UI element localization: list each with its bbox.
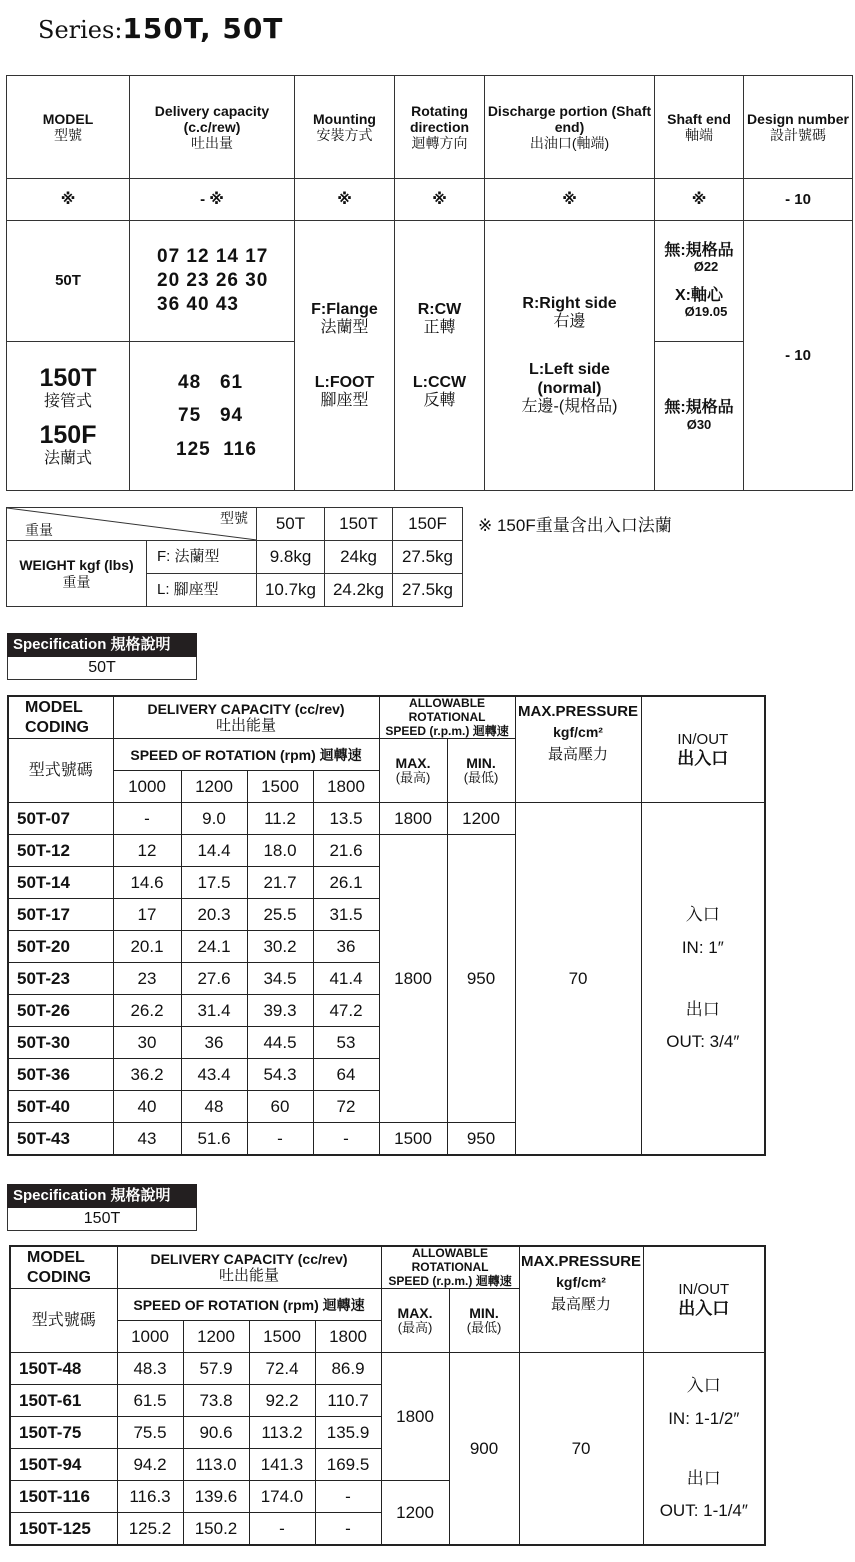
cell: 12 [113, 835, 181, 867]
weight-note: ※ 150F重量含出入口法蘭 [478, 516, 672, 535]
cell: 11.2 [247, 803, 313, 835]
speed-1000: 1000 [113, 771, 181, 803]
min-header: MIN. (最低) [449, 1289, 519, 1353]
cell: 113.0 [183, 1449, 249, 1481]
cell: 75.5 [117, 1417, 183, 1449]
weight-model-150t: 150T [325, 508, 393, 541]
code-symbol-row [7, 179, 853, 221]
weight-value: 9.8kg [257, 541, 325, 574]
speed-1200: 1200 [183, 1321, 249, 1353]
model-150: 150T 接管式 150F 法蘭式 [7, 342, 130, 491]
min-header: MIN. (最低) [447, 739, 515, 803]
cell: 141.3 [249, 1449, 315, 1481]
model-code: 150T-94 [10, 1449, 117, 1481]
weight-type-foot: L: 腳座型 [147, 574, 257, 607]
speed-1500: 1500 [249, 1321, 315, 1353]
cell: 40 [113, 1091, 181, 1123]
cell: 64 [313, 1059, 379, 1091]
header-design: Design number 設計號碼 [744, 76, 853, 179]
weight-row-label: WEIGHT kgf (lbs) 重量 [7, 541, 147, 607]
cell: 61.5 [117, 1385, 183, 1417]
weight-value: 27.5kg [393, 541, 463, 574]
pressure-header: MAX.PRESSURE kgf/cm² 最高壓力 [515, 696, 641, 803]
spec-label-model: 50T [7, 657, 197, 680]
cell: 30.2 [247, 931, 313, 963]
model-code: 50T-14 [8, 867, 113, 899]
max-speed: 1500 [379, 1123, 447, 1156]
speed-rotation-header: SPEED OF ROTATION (rpm) 迴轉速 [117, 1289, 381, 1321]
spec-table-150t [9, 1245, 766, 1546]
inout-values: 入口 IN: 1-1/2″ 出口 OUT: 1-1/4″ [643, 1353, 765, 1546]
cell: 94.2 [117, 1449, 183, 1481]
series-label: Series: [38, 16, 123, 44]
cell: 39.3 [247, 995, 313, 1027]
weight-value: 24kg [325, 541, 393, 574]
cell: 113.2 [249, 1417, 315, 1449]
cell: 14.6 [113, 867, 181, 899]
max-header: MAX. (最高) [381, 1289, 449, 1353]
ordering-code-table [6, 75, 853, 491]
cell: 26.1 [313, 867, 379, 899]
min-speed: 950 [447, 835, 515, 1123]
cell: 21.6 [313, 835, 379, 867]
weight-model-50t: 50T [257, 508, 325, 541]
corner-bottom-label: 重量 [25, 521, 53, 538]
symbol-model: ※ [7, 179, 130, 221]
cell: 20.1 [113, 931, 181, 963]
spec-head-row-1 [10, 1246, 765, 1289]
model-code: 150T-125 [10, 1513, 117, 1546]
series-value: 150T, 50T [122, 12, 284, 45]
weight-row-flange [7, 541, 463, 574]
cell: 92.2 [249, 1385, 315, 1417]
header-model: MODEL 型號 [7, 76, 130, 179]
cell: 139.6 [183, 1481, 249, 1513]
model-code: 50T-43 [8, 1123, 113, 1156]
inout-header: IN/OUT 出入口 [643, 1246, 765, 1353]
weight-model-150f: 150F [393, 508, 463, 541]
cell: 169.5 [315, 1449, 381, 1481]
model-code: 50T-40 [8, 1091, 113, 1123]
header-shaft-end: Shaft end 軸端 [655, 76, 744, 179]
header-delivery: Delivery capacity (c.c/rew) 吐出量 [130, 76, 295, 179]
cell: 34.5 [247, 963, 313, 995]
spec-table-50t [7, 695, 766, 1156]
code-header-row [7, 76, 853, 179]
cell: 17 [113, 899, 181, 931]
cell: 150.2 [183, 1513, 249, 1546]
cell: 36 [313, 931, 379, 963]
cell: - [315, 1481, 381, 1513]
cell: 27.6 [181, 963, 247, 995]
cell: 43 [113, 1123, 181, 1156]
code-row-50t [7, 221, 853, 342]
cell: 116.3 [117, 1481, 183, 1513]
cell: 125.2 [117, 1513, 183, 1546]
cell: 48 [181, 1091, 247, 1123]
symbol-mounting: ※ [295, 179, 395, 221]
symbol-delivery: - ※ [130, 179, 295, 221]
pressure-header: MAX.PRESSURE kgf/cm² 最高壓力 [519, 1246, 643, 1353]
model-code: 50T-36 [8, 1059, 113, 1091]
symbol-design: - 10 [744, 179, 853, 221]
model-coding-header: MODEL CODING [8, 696, 113, 739]
model-code: 150T-116 [10, 1481, 117, 1513]
speed-1800: 1800 [315, 1321, 381, 1353]
spec-label-150t [7, 1184, 197, 1231]
min-speed: 900 [449, 1353, 519, 1546]
weight-header-row [7, 508, 463, 541]
cell: 47.2 [313, 995, 379, 1027]
cell: - [315, 1513, 381, 1546]
cell: 18.0 [247, 835, 313, 867]
spec-head-row-1 [8, 696, 765, 739]
max-pressure-value: 70 [519, 1353, 643, 1546]
cell: 26.2 [113, 995, 181, 1027]
inout-values: 入口 IN: 1″ 出口 OUT: 3/4″ [641, 803, 765, 1156]
model-coding-zh: 型式號碼 [10, 1289, 117, 1353]
cell: - [249, 1513, 315, 1546]
cell: 23 [113, 963, 181, 995]
allowable-speed-header: ALLOWABLE ROTATIONAL SPEED (r.p.m.) 迴轉速 [379, 696, 515, 739]
capacity-150: 48 61 75 94 125 116 [130, 342, 295, 491]
cell: 43.4 [181, 1059, 247, 1091]
min-speed: 950 [447, 1123, 515, 1156]
cell: 41.4 [313, 963, 379, 995]
speed-1500: 1500 [247, 771, 313, 803]
header-rotating: Rotating direction 迴轉方向 [395, 76, 485, 179]
cell: 72 [313, 1091, 379, 1123]
max-header: MAX. (最高) [379, 739, 447, 803]
cell: 110.7 [315, 1385, 381, 1417]
cell: 25.5 [247, 899, 313, 931]
speed-1000: 1000 [117, 1321, 183, 1353]
cell: 17.5 [181, 867, 247, 899]
cell: 48.3 [117, 1353, 183, 1385]
delivery-header: DELIVERY CAPACITY (cc/rev) 吐出能量 [113, 696, 379, 739]
model-code: 150T-61 [10, 1385, 117, 1417]
model-coding-header: MODEL CODING [10, 1246, 117, 1289]
weight-value: 27.5kg [393, 574, 463, 607]
cell: 20.3 [181, 899, 247, 931]
inout-header: IN/OUT 出入口 [641, 696, 765, 803]
cell: 73.8 [183, 1385, 249, 1417]
design-number: - 10 [744, 221, 853, 491]
cell: 14.4 [181, 835, 247, 867]
model-coding-zh: 型式號碼 [8, 739, 113, 803]
cell: 36 [181, 1027, 247, 1059]
cell: 31.5 [313, 899, 379, 931]
weight-value: 10.7kg [257, 574, 325, 607]
model-code: 150T-48 [10, 1353, 117, 1385]
mounting-options: F:Flange 法蘭型 L:FOOT 腳座型 [295, 221, 395, 491]
cell: 90.6 [183, 1417, 249, 1449]
series-title [38, 12, 283, 45]
cell: 24.1 [181, 931, 247, 963]
shaft-150: 無:規格品 Ø30 [655, 342, 744, 491]
cell: 9.0 [181, 803, 247, 835]
cell: 174.0 [249, 1481, 315, 1513]
symbol-rotating: ※ [395, 179, 485, 221]
cell: 13.5 [313, 803, 379, 835]
spec-label-50t [7, 633, 197, 680]
max-speed: 1200 [381, 1481, 449, 1546]
rotating-options: R:CW 正轉 L:CCW 反轉 [395, 221, 485, 491]
cell: 54.3 [247, 1059, 313, 1091]
allowable-speed-header: ALLOWABLE ROTATIONAL SPEED (r.p.m.) 迴轉速 [381, 1246, 519, 1289]
cell: 57.9 [183, 1353, 249, 1385]
discharge-options: R:Right side 右邊 L:Left side (normal) 左邊-(規格品) [485, 221, 655, 491]
corner-top-label: 型號 [220, 510, 248, 526]
model-code: 50T-12 [8, 835, 113, 867]
cell: 135.9 [315, 1417, 381, 1449]
speed-rotation-header: SPEED OF ROTATION (rpm) 迴轉速 [113, 739, 379, 771]
delivery-header: DELIVERY CAPACITY (cc/rev) 吐出能量 [117, 1246, 381, 1289]
max-speed: 1800 [379, 835, 447, 1123]
table-row [8, 803, 765, 835]
symbol-shaft: ※ [655, 179, 744, 221]
model-code: 50T-30 [8, 1027, 113, 1059]
speed-1200: 1200 [181, 771, 247, 803]
table-row [10, 1353, 765, 1385]
model-code: 50T-23 [8, 963, 113, 995]
max-pressure-value: 70 [515, 803, 641, 1156]
weight-table [6, 507, 463, 607]
spec-label-title: Specification 規格說明 [7, 1184, 197, 1208]
cell: 31.4 [181, 995, 247, 1027]
spec-label-title: Specification 規格說明 [7, 633, 197, 657]
model-code: 150T-75 [10, 1417, 117, 1449]
model-50t: 50T [7, 221, 130, 342]
cell: 44.5 [247, 1027, 313, 1059]
cell: 86.9 [315, 1353, 381, 1385]
shaft-50t: 無:規格品 Ø22 X:軸心 Ø19.05 [655, 221, 744, 342]
cell: 36.2 [113, 1059, 181, 1091]
cell: 30 [113, 1027, 181, 1059]
weight-corner [7, 508, 257, 541]
model-code: 50T-17 [8, 899, 113, 931]
header-mounting: Mounting 安裝方式 [295, 76, 395, 179]
max-speed: 1800 [379, 803, 447, 835]
weight-value: 24.2kg [325, 574, 393, 607]
min-speed: 1200 [447, 803, 515, 835]
model-code: 50T-20 [8, 931, 113, 963]
cell: 60 [247, 1091, 313, 1123]
header-discharge: Discharge portion (Shaft end) 出油口(軸端) [485, 76, 655, 179]
cell: 21.7 [247, 867, 313, 899]
cell: - [113, 803, 181, 835]
cell: - [313, 1123, 379, 1156]
max-speed: 1800 [381, 1353, 449, 1481]
cell: 72.4 [249, 1353, 315, 1385]
weight-type-flange: F: 法蘭型 [147, 541, 257, 574]
speed-1800: 1800 [313, 771, 379, 803]
spec-label-model: 150T [7, 1208, 197, 1231]
symbol-discharge: ※ [485, 179, 655, 221]
cell: 53 [313, 1027, 379, 1059]
cell: 51.6 [181, 1123, 247, 1156]
capacity-50t: 07 12 14 17 20 23 26 30 36 40 43 [130, 221, 295, 342]
model-code: 50T-26 [8, 995, 113, 1027]
model-code: 50T-07 [8, 803, 113, 835]
cell: - [247, 1123, 313, 1156]
